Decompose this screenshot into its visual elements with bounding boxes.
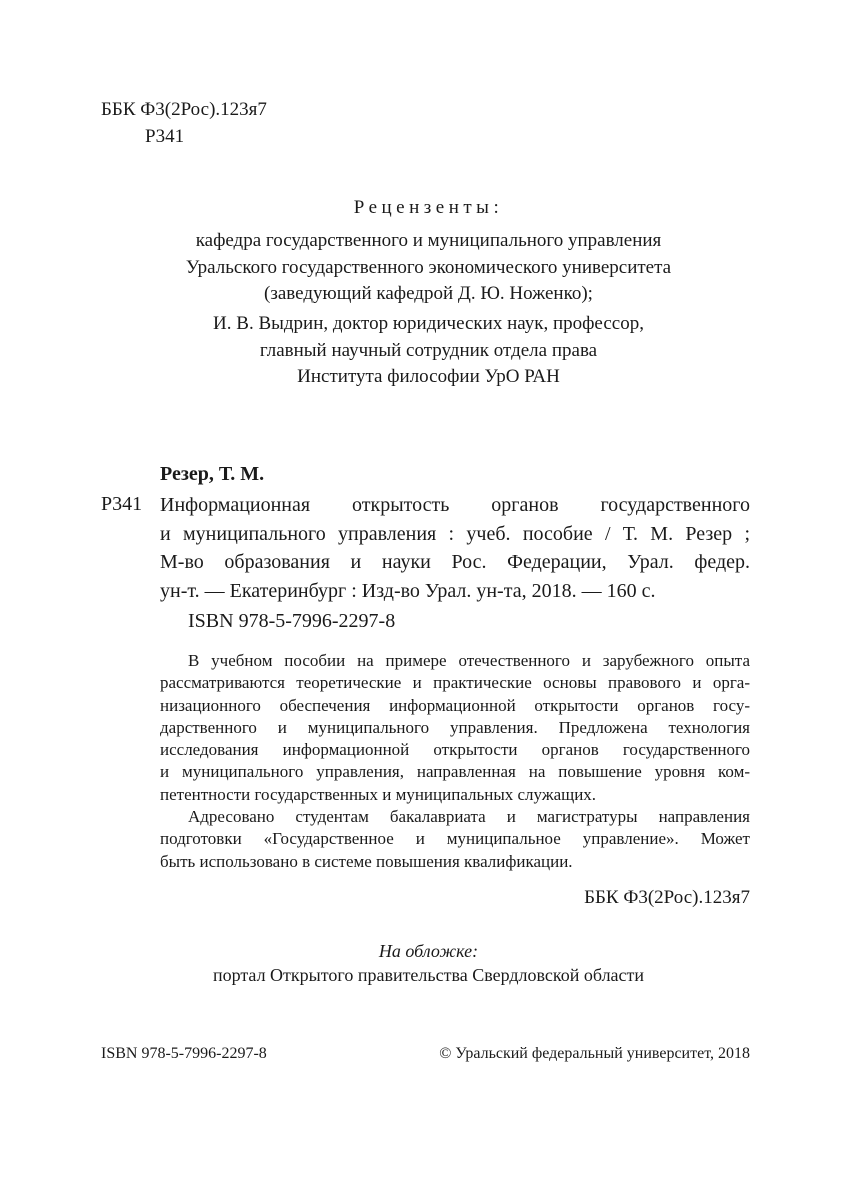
annotation <box>160 650 750 873</box>
cover-description: портал Открытого правительства Свердловской области <box>212 965 645 985</box>
annotation-line: низационного обеспечения информационной открытости органов госу- <box>160 695 750 715</box>
author-name: Резер, Т. М. <box>160 463 265 485</box>
reviewer-1-line: Уральского государственного экономического университета <box>185 256 672 278</box>
reviewer-2-line: Института философии УрО РАН <box>297 366 560 387</box>
annotation-line: быть использовано в системе повышения квалификации. <box>160 851 573 871</box>
author-mark: Р341 <box>101 493 143 515</box>
bibliographic-description <box>160 491 750 605</box>
footer-isbn: ISBN 978-5-7996-2297-8 <box>101 1045 267 1062</box>
reviewers-heading: Рецензенты: <box>353 197 504 218</box>
annotation-line: подготовки «Государственное и муниципальное управление». Может <box>160 829 750 849</box>
bbk-index-bottom: ББК Ф3(2Рос).123я7 <box>584 887 750 908</box>
annotation-line: Адресовано студентам бакалавриата и магистратуры направления <box>188 807 750 827</box>
annotation-line: В учебном пособии на примере отечественного и зарубежного опыта <box>188 651 750 670</box>
reviewer-1-line: (заведующий кафедрой Д. Ю. Ноженко); <box>264 283 593 304</box>
reviewer-1-line: кафедра государственного и муниципального управления <box>195 230 662 251</box>
copyright: © Уральский федеральный университет, 2018 <box>439 1045 750 1062</box>
author-mark-top: Р341 <box>145 126 185 147</box>
description-line: М-во образования и науки Рос. Федерации, Урал. федер. <box>160 551 750 573</box>
cover-label: На обложке: <box>378 941 479 961</box>
description-line: и муниципального управления : учеб. пособие / Т. М. Резер ; <box>160 522 750 545</box>
annotation-line: и муниципального управления, направленная на повышение уровня ком- <box>160 762 750 782</box>
reviewer-2-line: И. В. Выдрин, доктор юридических наук, профессор, <box>213 313 644 334</box>
annotation-line: дарственного и муниципального управления. Предложена технология <box>160 717 750 737</box>
annotation-line: петентности государственных и муниципальных служащих. <box>160 784 597 804</box>
description-line: ун-т. — Екатеринбург : Изд-во Урал. ун-та, 2018. — 160 с. <box>160 579 656 602</box>
bbk-index-top: ББК Ф3(2Рос).123я7 <box>101 99 267 120</box>
description-line: Информационная открытость органов государственного <box>160 494 750 516</box>
isbn: ISBN 978-5-7996-2297-8 <box>188 610 396 632</box>
annotation-line: рассматриваются теоретические и практические основы правового и орга- <box>160 673 750 693</box>
reviewer-1 <box>0 228 857 308</box>
annotation-line: исследования информационной открытости органов государственного <box>160 740 750 760</box>
reviewer-2-line: главный научный сотрудник отдела права <box>259 339 598 361</box>
reviewer-2 <box>0 311 857 391</box>
